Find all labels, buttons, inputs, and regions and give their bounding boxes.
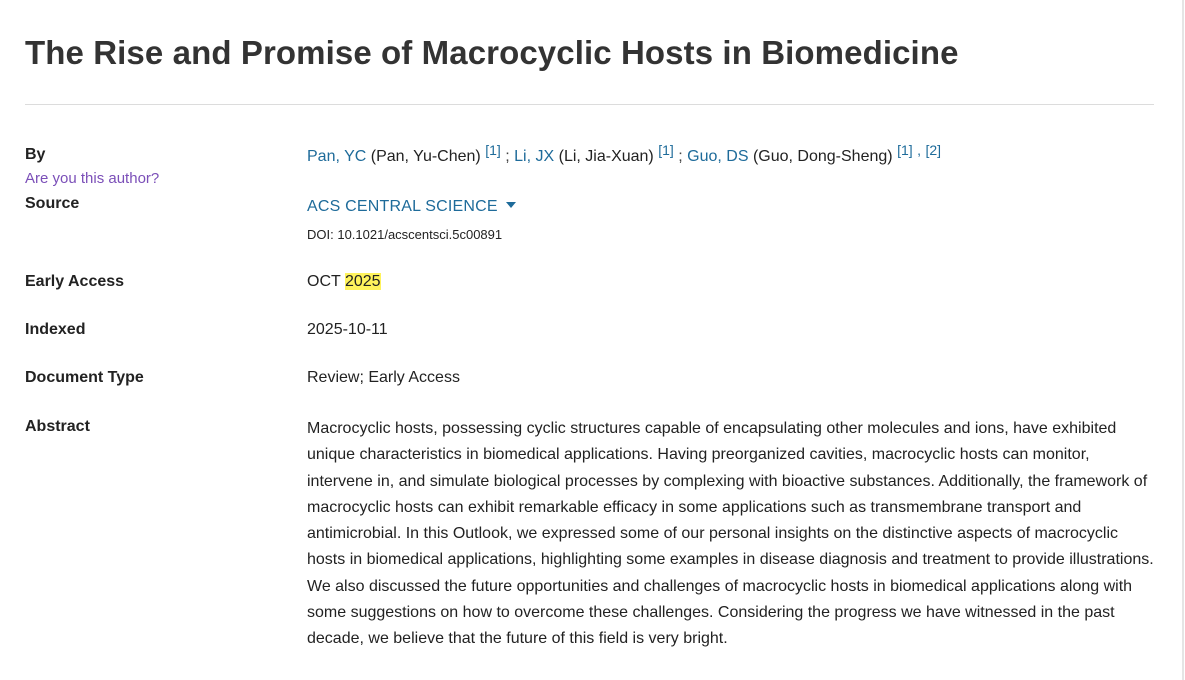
author-full-name-li: (Li, Jia-Xuan) — [558, 148, 654, 165]
abstract-text: Macrocyclic hosts, possessing cyclic structures capable of encapsulating other molecules and ions, have exhibited unique characteristics in biomedical applications. Having preorganized cavities, macrocyclic hosts can monitor, intervene in, and simulate biological processes by complexing with bioactive substances. Additionally, the framework of macrocyclic hosts can exhibit remarkable efficacy in some applications such as transmembrane transport and antimicrobial. In this Outlook, we expressed some of our personal insights on the distinctive aspects of macrocyclic hosts in biomedical applications, highlighting some examples in disease diagnosis and treatment to provide illustrations. We also discussed the future opportunities and challenges of macrocyclic hosts in biomedical applications along with some suggestions on how to overcome these challenges. Considering the progress we have witnessed in the past decade, we believe that the future of this field is very bright. — [307, 420, 1154, 648]
page-title: The Rise and Promise of Macrocyclic Hosts in Biomedicine — [25, 34, 959, 71]
author-separator: ; — [678, 148, 683, 165]
author-link-li[interactable]: Li, JX — [514, 148, 555, 165]
author-separator: ; — [505, 148, 510, 165]
author-list — [307, 142, 941, 166]
by-label: By — [25, 146, 46, 163]
indexed-value: 2025-10-11 — [307, 321, 388, 338]
author-link-guo[interactable]: Guo, DS — [687, 148, 749, 165]
document-type-value: Review; Early Access — [307, 369, 460, 386]
author-full-name-pan: (Pan, Yu-Chen) — [370, 148, 481, 165]
affiliation-ref[interactable]: [1] — [897, 142, 913, 158]
author-full-name-guo: (Guo, Dong-Sheng) — [752, 148, 893, 165]
source-label: Source — [25, 195, 80, 212]
early-access-label: Early Access — [25, 273, 125, 290]
scrollbar-edge — [1182, 0, 1184, 680]
title-divider — [25, 104, 1154, 105]
author-claim-link[interactable]: Are you this author? — [25, 170, 160, 187]
affiliation-separator: , — [917, 142, 921, 158]
indexed-label: Indexed — [25, 321, 86, 338]
early-access-value — [307, 273, 381, 291]
early-access-year-highlight: 2025 — [344, 273, 381, 290]
document-type-label: Document Type — [25, 369, 144, 386]
doi-text: DOI: 10.1021/acscentsci.5c00891 — [307, 227, 503, 242]
affiliation-ref[interactable]: [1] — [485, 142, 501, 158]
journal-link[interactable]: ACS CENTRAL SCIENCE — [307, 198, 498, 215]
chevron-down-icon[interactable] — [506, 202, 516, 208]
affiliation-ref[interactable]: [2] — [925, 142, 942, 158]
author-link-pan[interactable]: Pan, YC — [307, 148, 367, 165]
source-journal-dropdown[interactable] — [307, 198, 516, 216]
affiliation-ref[interactable]: [1] — [658, 142, 674, 158]
early-access-month: OCT — [307, 273, 341, 290]
abstract-label: Abstract — [25, 418, 90, 435]
